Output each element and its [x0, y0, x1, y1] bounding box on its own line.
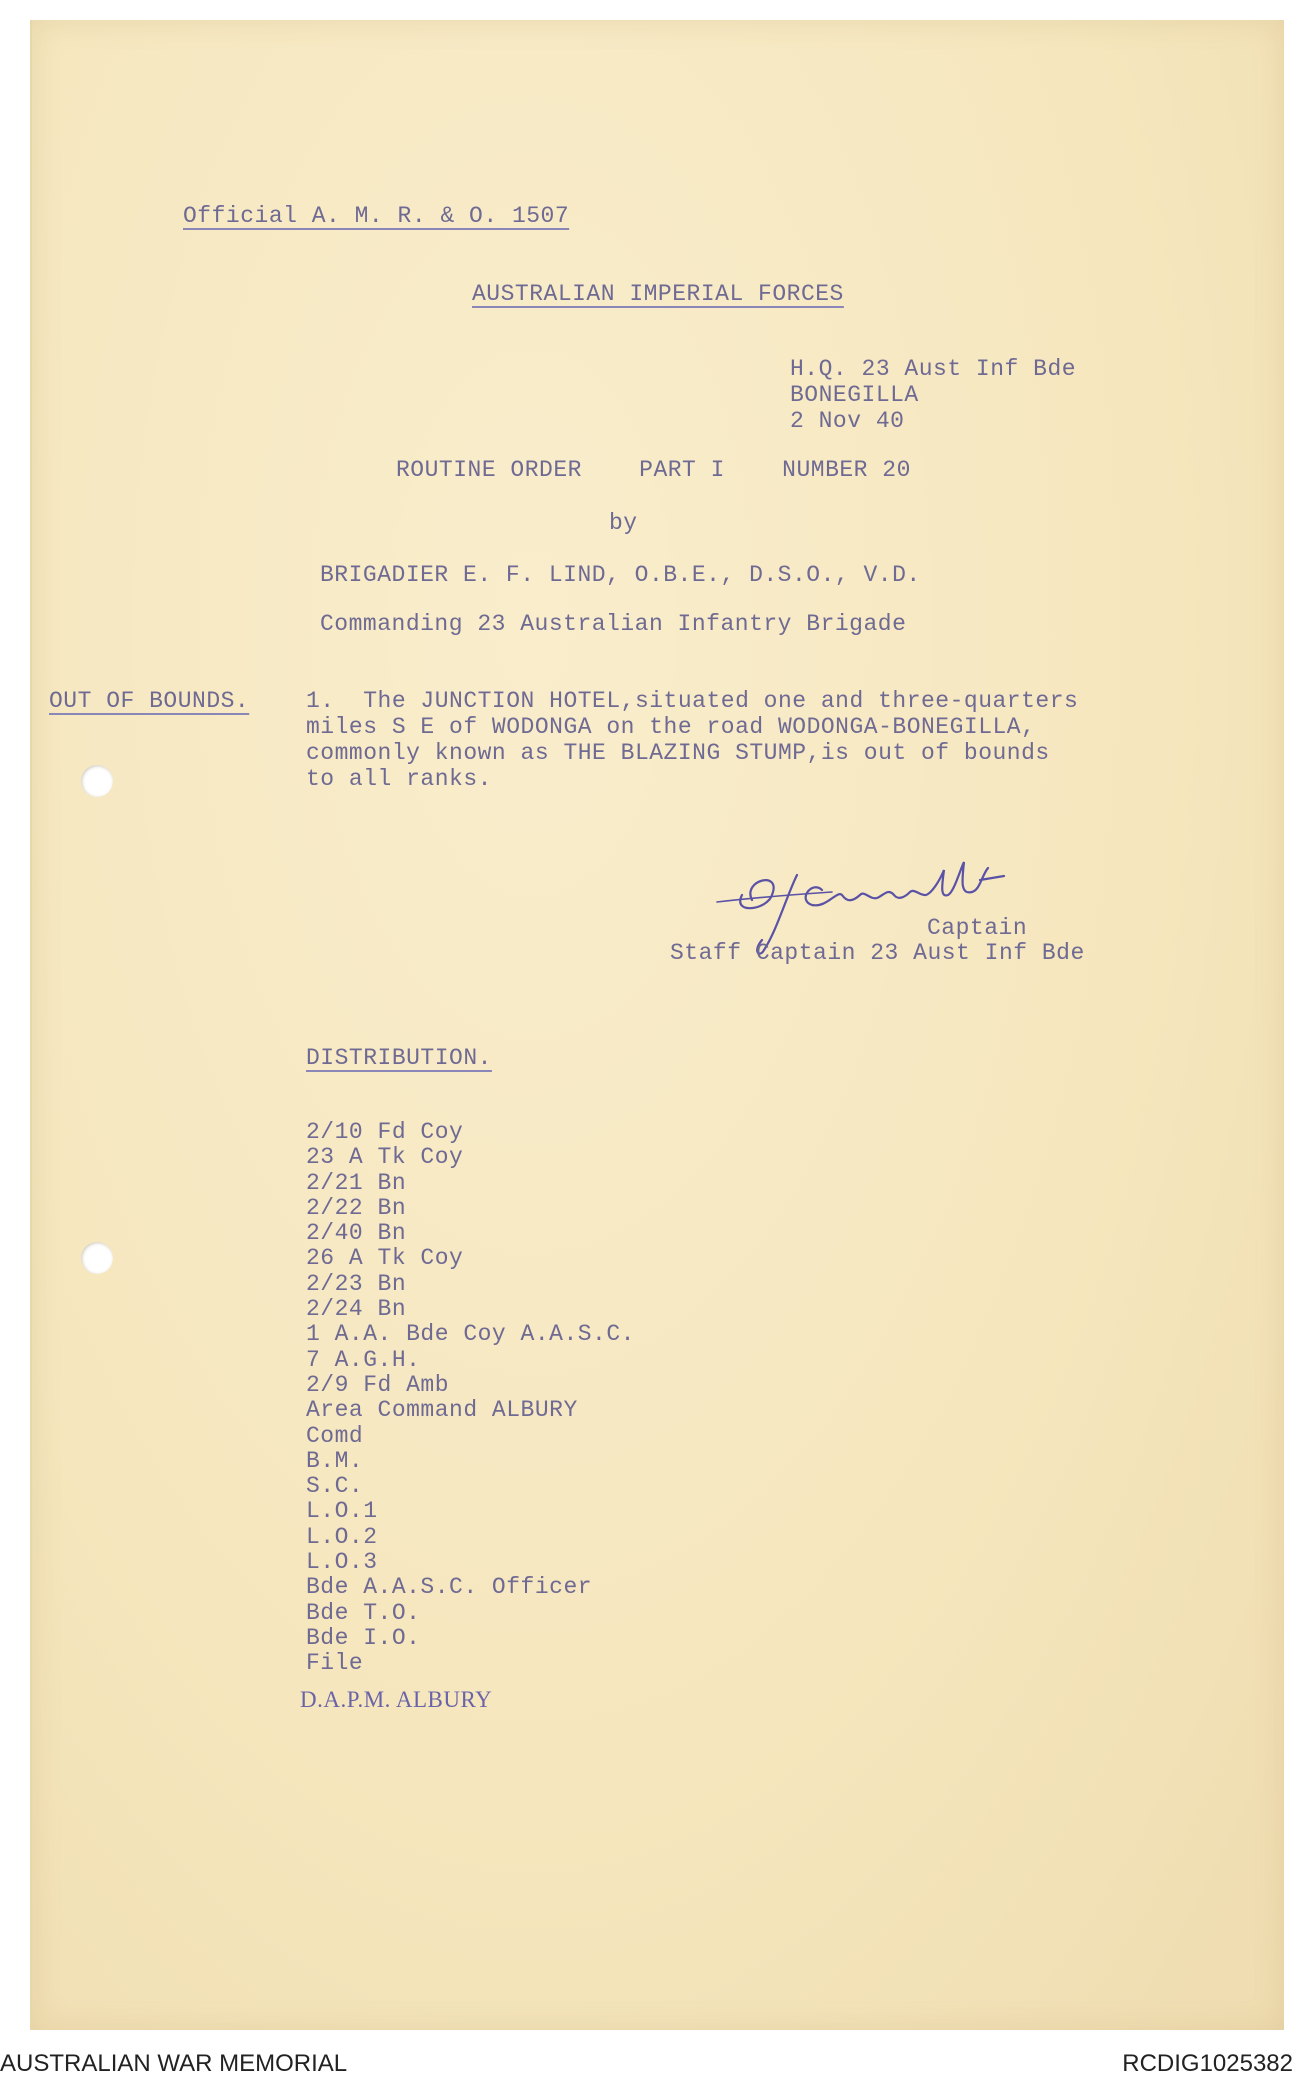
list-item: 1 A.A. Bde Coy A.A.S.C.	[306, 1321, 635, 1348]
list-item: File	[306, 1650, 364, 1677]
commander-name: BRIGADIER E. F. LIND, O.B.E., D.S.O., V.D.	[320, 562, 921, 588]
list-item: 2/10 Fd Coy	[306, 1119, 464, 1145]
hq-line-2: BONEGILLA	[790, 382, 919, 408]
distribution-list	[306, 1120, 635, 1677]
hq-block	[790, 356, 1076, 434]
official-reference: Official A. M. R. & O. 1507	[183, 203, 570, 229]
footer-credit: AUSTRALIAN WAR MEMORIAL	[0, 2050, 348, 2077]
signature-rank: Captain	[927, 915, 1028, 941]
list-item: 2/21 Bn	[306, 1169, 407, 1196]
section-body-line-3: commonly known as THE BLAZING STUMP,is out of bounds	[306, 740, 1050, 766]
signature-title: Staff Captain 23 Aust Inf Bde	[670, 940, 1085, 966]
section-body-line-1: 1. The JUNCTION HOTEL,situated one and three-quarters	[306, 688, 1079, 714]
list-item: 2/40 Bn	[306, 1220, 407, 1247]
order-title: ROUTINE ORDER PART I NUMBER 20	[396, 457, 911, 483]
list-item: 23 A Tk Coy	[306, 1144, 464, 1171]
commanding-line: Commanding 23 Australian Infantry Brigade	[320, 611, 907, 637]
list-item: 2/24 Bn	[306, 1296, 407, 1323]
section-body-line-2: miles S E of WODONGA on the road WODONGA-BONEGILLA,	[306, 714, 1036, 740]
distribution-heading: DISTRIBUTION.	[306, 1045, 492, 1071]
list-item: L.O.2	[306, 1523, 378, 1550]
footer-id: RCDIG1025382	[1122, 2050, 1293, 2077]
list-item: Bde I.O.	[306, 1624, 421, 1651]
list-item: S.C.	[306, 1473, 364, 1500]
list-item: 2/9 Fd Amb	[306, 1371, 450, 1398]
header-title: AUSTRALIAN IMPERIAL FORCES	[472, 281, 844, 307]
list-item: B.M.	[306, 1447, 364, 1474]
list-item: Area Command ALBURY	[306, 1397, 578, 1424]
footer-bar	[0, 2042, 1301, 2082]
punch-hole-bottom	[81, 1242, 113, 1274]
punch-hole-top	[81, 765, 113, 797]
section-heading: OUT OF BOUNDS.	[49, 688, 250, 714]
list-item: 2/23 Bn	[306, 1270, 407, 1297]
list-item: Bde A.A.S.C. Officer	[306, 1574, 593, 1601]
by-line: by	[609, 510, 638, 536]
document-sheet	[30, 20, 1284, 2030]
list-item: Bde T.O.	[306, 1599, 421, 1626]
list-item: 7 A.G.H.	[306, 1346, 421, 1373]
section-body	[306, 688, 1078, 792]
list-item: 2/22 Bn	[306, 1194, 407, 1221]
section-body-line-4: to all ranks.	[306, 766, 492, 792]
list-item: 26 A Tk Coy	[306, 1245, 464, 1272]
hq-line-1: H.Q. 23 Aust Inf Bde	[790, 356, 1077, 382]
list-item: L.O.1	[306, 1498, 378, 1525]
list-item: Comd	[306, 1422, 364, 1449]
hq-line-3: 2 Nov 40	[790, 408, 905, 434]
distribution-extra-item: D.A.P.M. ALBURY	[300, 1687, 493, 1712]
list-item: L.O.3	[306, 1549, 378, 1576]
